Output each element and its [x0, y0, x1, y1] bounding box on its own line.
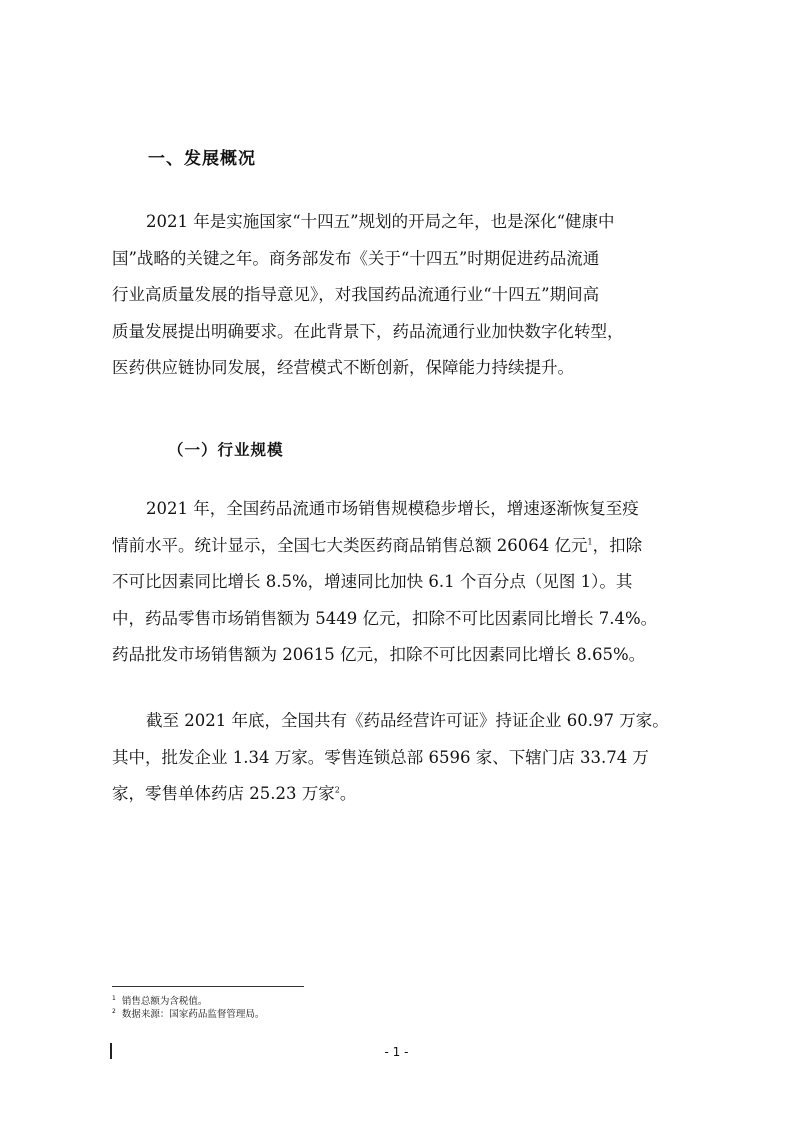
- footnote-2: [112, 1009, 264, 1021]
- paragraph-licensed-enterprises: [112, 703, 702, 813]
- text-line: 医药供应链协同发展，经营模式不断创新，保障能力持续提升。: [112, 358, 574, 377]
- page-number: - 1 -: [384, 1045, 409, 1059]
- footnote-ref-1[interactable]: 1: [587, 537, 593, 546]
- footnote-text: 数据来源：国家药品监督管理局。: [121, 1009, 265, 1020]
- text-span: 家，零售单体药店 25.23 万家: [112, 784, 335, 803]
- text-line: 2021 年，全国药品流通市场销售规模稳步增长，增速逐渐恢复至疫: [146, 499, 639, 518]
- text-span: 。: [339, 784, 357, 803]
- footnote-number: 2: [112, 1007, 116, 1015]
- text-line: 质量发展提出明确要求。在此背景下，药品流通行业加快数字化转型，: [112, 321, 624, 341]
- text-line: 不可比因素同比增长 8.5%，增速同比加快 6.1 个百分点（见图 1）。其: [112, 572, 633, 591]
- text-line: [112, 776, 702, 813]
- paragraph-industry-scale: [112, 491, 702, 674]
- subsection-heading: （一）行业规模: [168, 441, 284, 459]
- footnote-1: [112, 996, 207, 1008]
- footnote-text: 销售总额为含税值。: [121, 996, 208, 1007]
- paragraph-overview: [112, 204, 702, 387]
- text-line: 国”战略的关键之年。商务部发布《关于“十四五”时期促进药品流通: [112, 248, 600, 268]
- text-line: 中，药品零售市场销售额为 5449 亿元，扣除不可比因素同比增长 7.4%。: [112, 608, 658, 628]
- footnote-separator: [112, 986, 304, 987]
- footnote-number: 1: [112, 994, 116, 1002]
- footnote-ref-2[interactable]: 2: [334, 785, 340, 795]
- text-line: 其中，批发企业 1.34 万家。零售连锁总部 6596 家、下辖门店 33.74 万: [112, 747, 649, 767]
- text-span: 情前水平。统计显示，全国七大类医药商品销售总额 26064 亿元: [112, 535, 588, 555]
- text-line: 药品批发市场销售额为 20615 亿元，扣除不可比因素同比增长 8.65%。: [112, 645, 646, 664]
- section-heading: 一、发展概况: [148, 149, 256, 169]
- text-line: [112, 528, 702, 565]
- text-span: ，扣除: [592, 535, 643, 555]
- text-line: 行业高质量发展的指导意见》，对我国药品流通行业“十四五”期间高: [112, 285, 600, 304]
- text-line: 截至 2021 年底，全国共有《药品经营许可证》持证企业 60.97 万家。: [146, 711, 669, 730]
- text-line: 2021 年是实施国家“十四五”规划的开局之年，也是深化“健康中: [146, 212, 615, 231]
